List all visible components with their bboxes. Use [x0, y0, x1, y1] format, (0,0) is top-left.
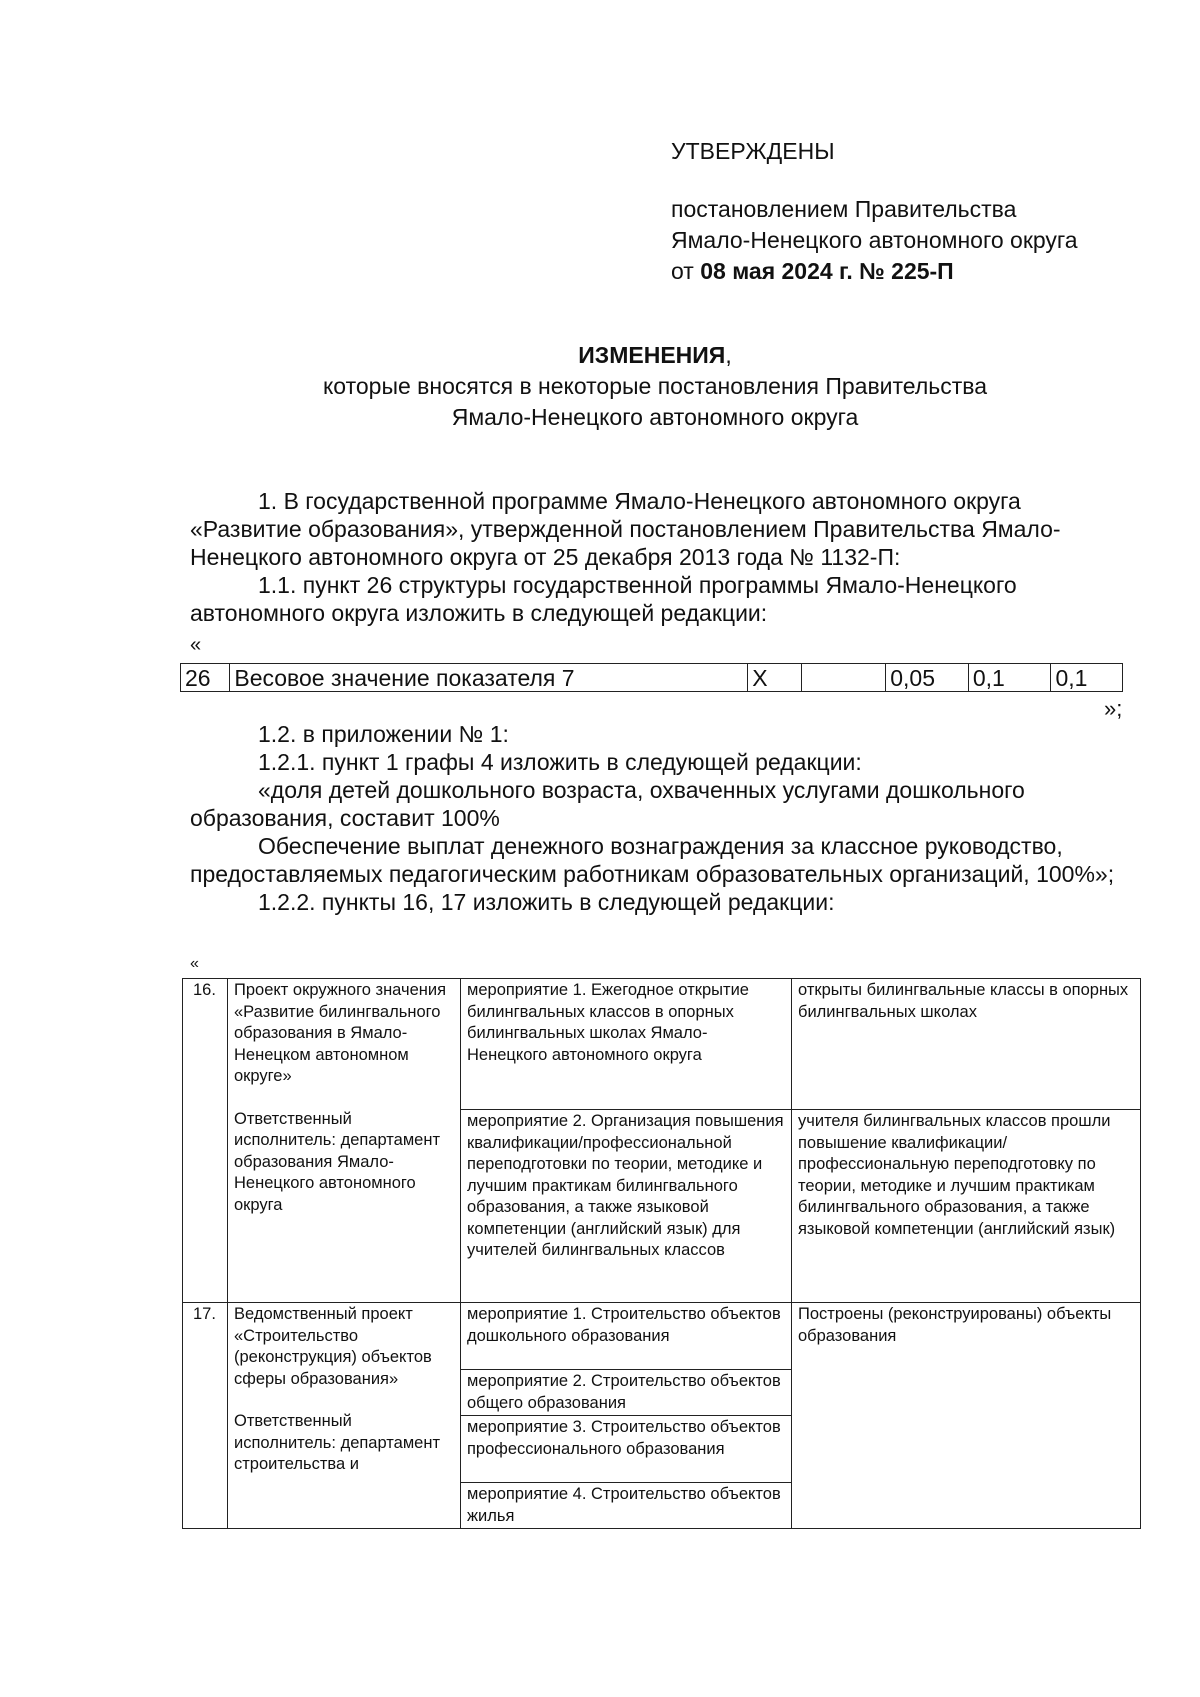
approval-heading: УТВЕРЖДЕНЫ: [671, 138, 835, 164]
row-number: 26: [181, 664, 230, 692]
close-quote-1: »;: [1104, 696, 1123, 721]
project-name-16: Проект окружного значения «Развитие билингвального образования в Ямало-Ненецком автономном округе»: [234, 981, 447, 1085]
approval-line-1: постановлением Правительства: [671, 196, 1017, 222]
title-main: ИЗМЕНЕНИЯ: [578, 342, 726, 368]
indicator-col-3: X: [748, 664, 801, 692]
row-number-16: 16.: [183, 979, 228, 1303]
document-title: [190, 340, 1120, 433]
project-name-17: Ведомственный проект «Строительство (реконструкция) объектов сферы образования»: [234, 1305, 432, 1388]
result-16-2: учителя билингвальных классов прошли повышение квалификации/профессиональную переподготовку по теории, методике и лучшим практикам билингвального образования, а также языковой компетенции (английский язык): [792, 1110, 1141, 1303]
table-row: [181, 664, 1123, 692]
indicator-name: Весовое значение показателя 7: [230, 664, 748, 692]
approval-date: 08 мая 2024 г. № 225-П: [700, 258, 954, 284]
open-quote-1: «: [190, 634, 202, 656]
project-responsible-16: Ответственный исполнитель: департамент образования Ямало-Ненецкого автономного округа: [234, 1109, 441, 1214]
indicator-col-5: 0,05: [886, 664, 969, 692]
result-16-1: открыты билингвальные классы в опорных билингвальных школах: [792, 979, 1141, 1110]
paragraph-doly: «доля детей дошкольного возраста, охваченных услугами дошкольного образования, составит 100%: [190, 777, 1025, 831]
indicator-col-4: [801, 664, 886, 692]
title-line-3: Ямало-Ненецкого автономного округа: [451, 404, 859, 430]
table-row: [183, 979, 1141, 1110]
title-line-2: которые вносятся в некоторые постановления Правительства: [322, 373, 988, 399]
approval-date-prefix: от: [671, 258, 694, 284]
paragraph-obespechenie: Обеспечение выплат денежного вознаграждения за классное руководство, предоставляемых педагогическим работникам образовательных организаций, 100%»;: [190, 833, 1115, 887]
measure-17-1: мероприятие 1. Строительство объектов дошкольного образования: [461, 1303, 792, 1370]
paragraph-1-2: 1.2. в приложении № 1:: [258, 721, 509, 747]
paragraph-1-2-2: 1.2.2. пункты 16, 17 изложить в следующей редакции:: [258, 889, 835, 915]
indicator-table: [180, 663, 1123, 692]
paragraph-1-1: 1.1. пункт 26 структуры государственной программы Ямало-Ненецкого автономного округа изложить в следующей редакции:: [190, 572, 1017, 626]
approval-date-line: [671, 256, 1078, 287]
measure-17-3: мероприятие 3. Строительство объектов профессионального образования: [461, 1416, 792, 1483]
approval-line-2: Ямало-Ненецкого автономного округа: [671, 227, 1078, 253]
indicator-col-7: 0,1: [1051, 664, 1123, 692]
project-responsible-17: Ответственный исполнитель: департамент строительства и: [234, 1412, 441, 1473]
projects-table: [182, 978, 1141, 1529]
indicator-col-6: 0,1: [968, 664, 1051, 692]
title-comma: ,: [725, 342, 732, 368]
measure-16-1: мероприятие 1. Ежегодное открытие билингвальных классов в опорных билингвальных школах Ямало-Ненецкого автономного округа: [461, 979, 792, 1110]
row-number-17: 17.: [183, 1303, 228, 1529]
project-cell-16: [228, 979, 461, 1303]
paragraph-1-2-1: 1.2.1. пункт 1 графы 4 изложить в следующей редакции:: [258, 749, 862, 775]
measure-17-2: мероприятие 2. Строительство объектов общего образования: [461, 1370, 792, 1416]
table-row: [183, 1303, 1141, 1370]
project-cell-17: [228, 1303, 461, 1529]
measure-17-4: мероприятие 4. Строительство объектов жилья: [461, 1483, 792, 1529]
approval-block: [671, 136, 1078, 287]
section-1-2: [190, 720, 1130, 916]
result-17: Построены (реконструированы) объекты образования: [792, 1303, 1141, 1529]
open-quote-2: «: [190, 955, 199, 972]
section-1: [190, 487, 1130, 627]
paragraph-1: 1. В государственной программе Ямало-Ненецкого автономного округа «Развитие образования», утвержденной постановлением Правительства Ямало-Ненецкого автономного округа от 25 декабря 2013 года № 1132-П:: [190, 488, 1061, 570]
measure-16-2: мероприятие 2. Организация повышения квалификации/профессиональной переподготовки по теории, методике и лучшим практикам билингвального образования, а также языковой компетенции (английский язык) для учителей билингвальных классов: [461, 1110, 792, 1303]
